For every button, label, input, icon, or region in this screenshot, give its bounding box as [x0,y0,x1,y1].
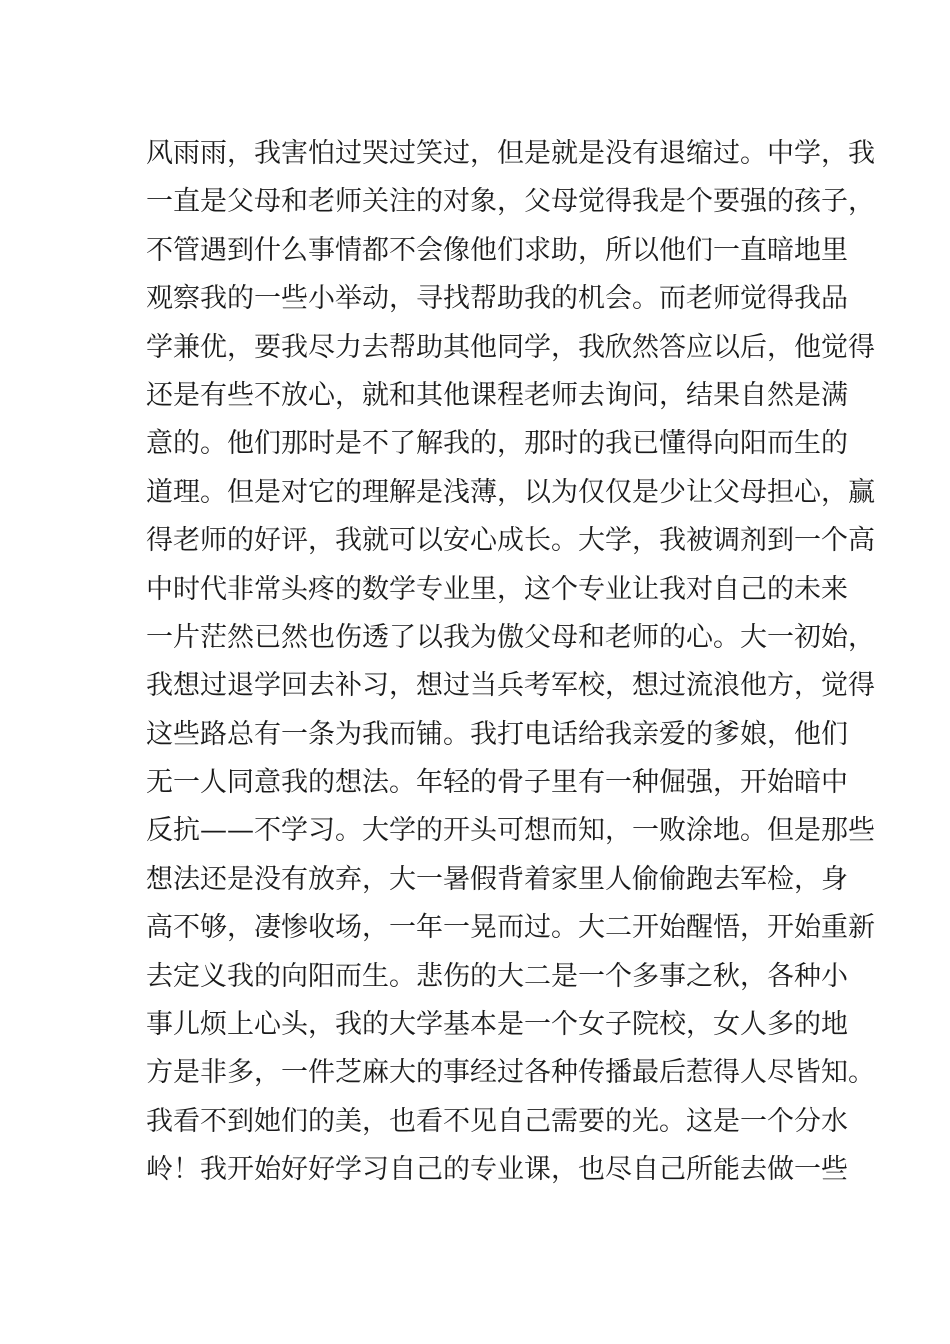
text-line-2: 一直是父母和老师关注的对象，父母觉得我是个要强的孩子， [146,186,875,218]
text-line-5: 学兼优，要我尽力去帮助其他同学，我欣然答应以后，他觉得 [146,331,875,363]
text-line-17: 高不够，凄惨收场，一年一晃而过。大二开始醒悟，开始重新 [146,912,875,944]
text-line-13: 这些路总有一条为我而铺。我打电话给我亲爱的爹娘，他们 [146,718,848,750]
text-line-19: 事儿烦上心头，我的大学基本是一个女子院校，女人多的地 [146,1009,848,1041]
text-line-15: 反抗——不学习。大学的开头可想而知，一败涂地。但是那些 [146,815,875,847]
text-line-11: 一片茫然已然也伤透了以我为傲父母和老师的心。大一初始， [146,621,875,653]
text-line-8: 道理。但是对它的理解是浅薄，以为仅仅是少让父母担心，赢 [146,476,875,508]
text-line-22: 岭！我开始好好学习自己的专业课，也尽自己所能去做一些 [146,1154,848,1186]
text-line-18: 去定义我的向阳而生。悲伤的大二是一个多事之秋，各种小 [146,960,848,992]
text-line-4: 观察我的一些小举动，寻找帮助我的机会。而老师觉得我品 [146,283,848,315]
text-line-10: 中时代非常头疼的数学专业里，这个专业让我对自己的未来 [146,573,848,605]
text-line-12: 我想过退学回去补习，想过当兵考军校，想过流浪他方，觉得 [146,670,875,702]
text-line-21: 我看不到她们的美，也看不见自己需要的光。这是一个分水 [146,1105,848,1137]
text-line-3: 不管遇到什么事情都不会像他们求助，所以他们一直暗地里 [146,234,848,266]
body-text [146,130,875,1195]
text-line-16: 想法还是没有放弃，大一暑假背着家里人偷偷跑去军检，身 [146,863,848,895]
text-line-20: 方是非多，一件芝麻大的事经过各种传播最后惹得人尽皆知。 [146,1057,875,1089]
text-line-14: 无一人同意我的想法。年轻的骨子里有一种倔强，开始暗中 [146,767,848,799]
text-line-1: 风雨雨，我害怕过哭过笑过，但是就是没有退缩过。中学，我 [146,138,875,169]
text-line-9: 得老师的好评，我就可以安心成长。大学，我被调剂到一个高 [146,525,875,557]
text-line-7: 意的。他们那时是不了解我的，那时的我已懂得向阳而生的 [146,428,848,460]
text-line-6: 还是有些不放心，就和其他课程老师去询问，结果自然是满 [146,379,848,411]
